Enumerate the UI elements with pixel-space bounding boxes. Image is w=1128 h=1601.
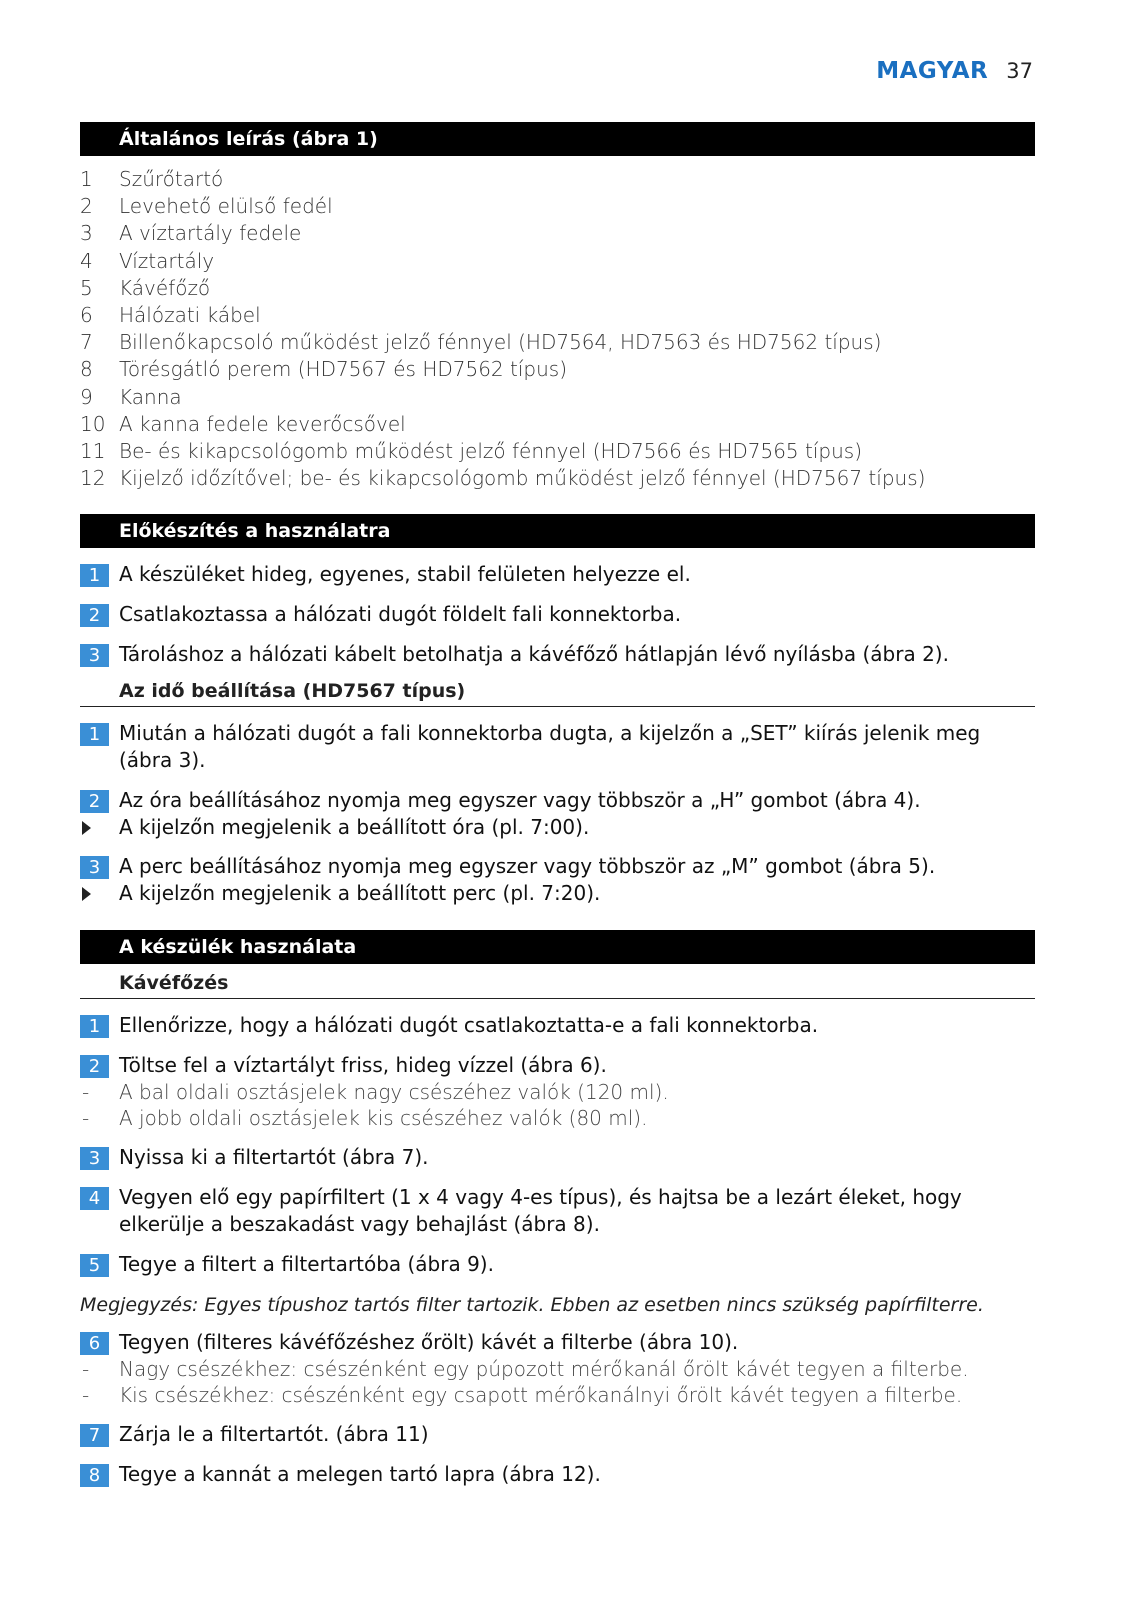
step xyxy=(80,1184,1035,1238)
step-text: A készüléket hideg, egyenes, stabil felületen helyezze el. xyxy=(119,562,691,587)
step-number-badge: 8 xyxy=(80,1464,109,1487)
subheading-coffee-brewing: Kávéfőzés xyxy=(80,972,1035,999)
list-item xyxy=(80,275,1035,302)
step-text: A perc beállításához nyomja meg egyszer vagy többször az „M” gombot (ábra 5). xyxy=(119,854,936,879)
time-setting-steps xyxy=(80,720,1035,906)
step-number-badge: 4 xyxy=(80,1187,109,1210)
step xyxy=(80,641,1035,668)
step xyxy=(80,720,1035,774)
step-number-badge: 1 xyxy=(80,1015,109,1038)
list-item-number: 10 xyxy=(80,411,106,436)
step-text: Töltse fel a víztartályt friss, hideg vízzel (ábra 6). xyxy=(119,1053,607,1078)
list-item-number: 5 xyxy=(80,275,93,300)
step-text: Tegye a kannát a melegen tartó lapra (ábra 12). xyxy=(119,1462,601,1487)
list-item xyxy=(80,220,1035,247)
list-item-number: 1 xyxy=(80,167,93,191)
step-text: Csatlakoztassa a hálózati dugót földelt fali konnektorba. xyxy=(119,602,682,627)
step-number-badge: 2 xyxy=(80,1055,109,1078)
step xyxy=(80,1461,1035,1488)
step-text: Tegye a filtert a filtertartóba (ábra 9). xyxy=(119,1252,494,1277)
result-bullet-icon xyxy=(82,821,91,835)
step-number-badge: 5 xyxy=(80,1254,109,1277)
step-text: Ellenőrizze, hogy a hálózati dugót csatlakoztatta-e a fali konnektorba. xyxy=(119,1013,819,1038)
list-item-text: Víztartály xyxy=(119,248,215,273)
list-item xyxy=(80,465,1035,492)
preparation-steps xyxy=(80,561,1035,668)
list-item-number: 2 xyxy=(80,194,93,219)
dash-marker: - xyxy=(82,1106,90,1131)
sub-item xyxy=(80,1105,1035,1131)
step-number-badge: 2 xyxy=(80,790,109,813)
step-text: Nyissa ki a filtertartót (ábra 7). xyxy=(119,1145,429,1170)
sub-item xyxy=(80,1356,1035,1382)
list-item xyxy=(80,166,1035,193)
dash-marker: - xyxy=(82,1080,90,1105)
list-item-text: Levehető elülső fedél xyxy=(119,194,333,219)
list-item-number: 11 xyxy=(80,438,106,463)
step xyxy=(80,853,1035,880)
sub-item-text: Kis csészékhez: csészénként egy csapott mérőkanálnyi őrölt kávét tegyen a filterbe. xyxy=(119,1383,963,1408)
subheading-time-setting: Az idő beállítása (HD7567 típus) xyxy=(80,680,1035,707)
step-number-badge: 3 xyxy=(80,856,109,879)
page-header xyxy=(876,58,1033,84)
list-item xyxy=(80,438,1035,465)
list-item xyxy=(80,356,1035,383)
list-item xyxy=(80,384,1035,411)
step-text: Tároláshoz a hálózati kábelt betolhatja a kávéfőző hátlapján lévő nyílásba (ábra 2). xyxy=(119,642,949,667)
dash-marker: - xyxy=(82,1357,90,1382)
step xyxy=(80,787,1035,814)
step-number-badge: 1 xyxy=(80,723,109,746)
step-text: Tegyen (filteres kávéfőzéshez őrölt) kávét a filterbe (ábra 10). xyxy=(119,1330,739,1355)
result-item xyxy=(80,880,1035,906)
list-item-number: 4 xyxy=(80,248,93,273)
step-number-badge: 7 xyxy=(80,1424,109,1447)
dash-marker: - xyxy=(82,1383,90,1408)
step-text: Miután a hálózati dugót a fali konnektorba dugta, a kijelzőn a „SET” kiírás jelenik meg (ábra 3). xyxy=(119,721,981,773)
step xyxy=(80,1251,1035,1278)
list-item-text: Szűrőtartó xyxy=(119,167,224,191)
result-item xyxy=(80,814,1035,840)
list-item xyxy=(80,411,1035,438)
step-number-badge: 3 xyxy=(80,1147,109,1170)
result-text: A kijelzőn megjelenik a beállított óra (pl. 7:00). xyxy=(119,815,590,840)
list-item-number: 6 xyxy=(80,302,93,327)
list-item-number: 3 xyxy=(80,221,93,246)
step xyxy=(80,1052,1035,1079)
sub-item xyxy=(80,1382,1035,1408)
list-item-text: Kijelző időzítővel; be- és kikapcsológomb működést jelző fénnyel (HD7567 típus) xyxy=(119,466,926,491)
step xyxy=(80,561,1035,588)
language-label: MAGYAR xyxy=(876,58,989,84)
result-text: A kijelzőn megjelenik a beállított perc (pl. 7:20). xyxy=(119,881,601,906)
note-text: Megjegyzés: Egyes típushoz tartós filter tartozik. Ebben az esetben nincs szükség papírfilterre. xyxy=(80,1294,984,1317)
step-text: Vegyen elő egy papírfiltert (1 x 4 vagy 4-es típus), és hajtsa be a lezárt éleket, hogy elkerülje a beszakadást vagy behajlást (ábra 8). xyxy=(119,1185,962,1237)
list-item-text: Kanna xyxy=(119,384,182,409)
sub-item-text: A bal oldali osztásjelek nagy csészéhez valók (120 ml). xyxy=(119,1080,669,1105)
list-item-text: A víztartály fedele xyxy=(119,221,302,246)
step-number-badge: 1 xyxy=(80,564,109,587)
section-title-general: Általános leírás (ábra 1) xyxy=(80,122,1035,156)
list-item xyxy=(80,248,1035,275)
list-item-text: Törésgátló perem (HD7567 és HD7562 típus) xyxy=(119,357,568,382)
list-item-text: Billenőkapcsoló működést jelző fénnyel (HD7564, HD7563 és HD7562 típus) xyxy=(119,330,882,355)
section-title-preparation: Előkészítés a használatra xyxy=(80,514,1035,548)
step-number-badge: 3 xyxy=(80,644,109,667)
result-bullet-icon xyxy=(82,887,91,901)
step xyxy=(80,601,1035,628)
list-item-number: 8 xyxy=(80,357,93,382)
step-number-badge: 2 xyxy=(80,604,109,627)
list-item xyxy=(80,302,1035,329)
parts-list xyxy=(80,166,1035,492)
step-number-badge: 6 xyxy=(80,1332,109,1355)
list-item-text: Hálózati kábel xyxy=(119,302,261,327)
list-item-text: Be- és kikapcsológomb működést jelző fénnyel (HD7566 és HD7565 típus) xyxy=(119,438,863,463)
step xyxy=(80,1329,1035,1356)
section-title-usage: A készülék használata xyxy=(80,930,1035,964)
page-number: 37 xyxy=(1006,59,1033,83)
sub-item-text: A jobb oldali osztásjelek kis csészéhez valók (80 ml). xyxy=(119,1106,648,1131)
sub-item xyxy=(80,1079,1035,1105)
list-item-number: 9 xyxy=(80,384,93,409)
step-text: Zárja le a filtertartót. (ábra 11) xyxy=(119,1422,429,1447)
step xyxy=(80,1012,1035,1039)
list-item-text: A kanna fedele keverőcsővel xyxy=(119,411,406,436)
list-item-text: Kávéfőző xyxy=(119,275,211,300)
list-item-number: 12 xyxy=(80,466,106,491)
list-item xyxy=(80,193,1035,220)
list-item xyxy=(80,329,1035,356)
page-content xyxy=(80,122,1035,1488)
sub-item-text: Nagy csészékhez: csészénként egy púpozott mérőkanál őrölt kávét tegyen a filterbe. xyxy=(119,1357,969,1382)
list-item-number: 7 xyxy=(80,330,93,355)
step xyxy=(80,1144,1035,1171)
step-text: Az óra beállításához nyomja meg egyszer vagy többször a „H” gombot (ábra 4). xyxy=(119,788,921,813)
step xyxy=(80,1421,1035,1448)
